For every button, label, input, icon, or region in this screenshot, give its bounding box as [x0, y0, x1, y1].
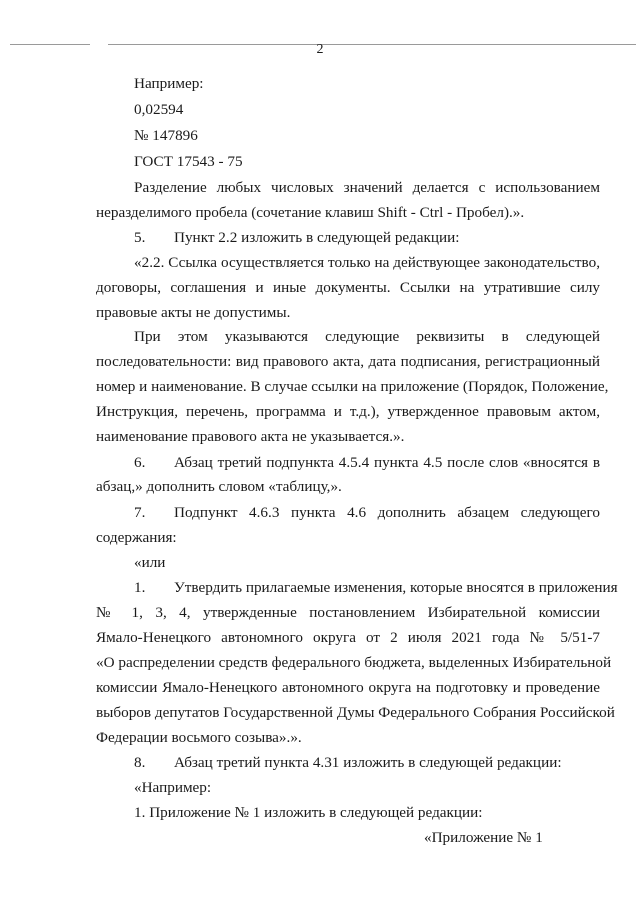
- text-line: наименование правового акта не указывается.».: [96, 428, 405, 445]
- appendix-heading: «Приложение № 1: [424, 829, 543, 846]
- list-item-7: [134, 503, 600, 523]
- text-line: правовые акты не допустимы.: [96, 304, 291, 321]
- text-line: 0,02594: [134, 101, 184, 118]
- text-line: Разделение любых числовых значений делается с использованием: [134, 179, 600, 196]
- text-line: Инструкция, перечень, программа и т.д.), утвержденное правовым актом,: [96, 403, 600, 420]
- text-line: выборов депутатов Государственной Думы Федерального Собрания Российской: [96, 704, 615, 721]
- text-line: № 147896: [134, 127, 198, 144]
- text-line: «или: [134, 554, 166, 571]
- item-number: 8.: [134, 754, 146, 771]
- text-line: № 1, 3, 4, утвержденные постановлением Избирательной комиссии: [96, 604, 600, 621]
- text-line: «О распределении средств федерального бюджета, выделенных Избирательной: [96, 654, 612, 671]
- page-number: 2: [316, 42, 324, 57]
- list-item-1: [134, 578, 618, 598]
- text-line: 1. Приложение № 1 изложить в следующей редакции:: [134, 804, 483, 821]
- text-line: содержания:: [96, 529, 177, 546]
- text-line: Федерации восьмого созыва».».: [96, 729, 302, 746]
- item-number: 7.: [134, 504, 146, 521]
- text-line: При этом указываются следующие реквизиты в следующей: [134, 328, 600, 345]
- text-line: «Например:: [134, 779, 212, 796]
- item-text: Абзац третий пункта 4.31 изложить в следующей редакции:: [174, 754, 562, 771]
- list-item-5: [134, 228, 600, 248]
- item-number: 6.: [134, 454, 146, 471]
- list-item-6: [134, 453, 600, 473]
- text-line: последовательности: вид правового акта, дата подписания, регистрационный: [96, 353, 600, 370]
- item-text: Подпункт 4.6.3 пункта 4.6 дополнить абзацем следующего: [174, 504, 600, 521]
- text-line: неразделимого пробела (сочетание клавиш Shift - Ctrl - Пробел).».: [96, 204, 525, 221]
- text-line: комиссии Ямало-Ненецкого автономного округа на подготовку и проведение: [96, 679, 600, 696]
- text-line: договоры, соглашения и иные документы. Ссылки на утратившие силу: [96, 279, 600, 296]
- text-line: «2.2. Ссылка осуществляется только на действующее законодательство,: [134, 254, 600, 271]
- list-item-8: [134, 753, 600, 773]
- text-line: Например:: [134, 75, 204, 92]
- text-line: ГОСТ 17543 - 75: [134, 153, 243, 170]
- item-text: Утвердить прилагаемые изменения, которые вносятся в приложения: [174, 579, 618, 596]
- text-line: абзац,» дополнить словом «таблицу,».: [96, 478, 342, 495]
- item-number: 5.: [134, 229, 146, 246]
- item-text: Пункт 2.2 изложить в следующей редакции:: [174, 229, 460, 246]
- text-line: Ямало-Ненецкого автономного округа от 2 июля 2021 года № 5/51-7: [96, 629, 600, 646]
- item-number: 1.: [134, 579, 146, 596]
- text-line: номер и наименование. В случае ссылки на приложение (Порядок, Положение,: [96, 378, 609, 395]
- item-text: Абзац третий подпункта 4.5.4 пункта 4.5 после слов «вносятся в: [174, 454, 600, 471]
